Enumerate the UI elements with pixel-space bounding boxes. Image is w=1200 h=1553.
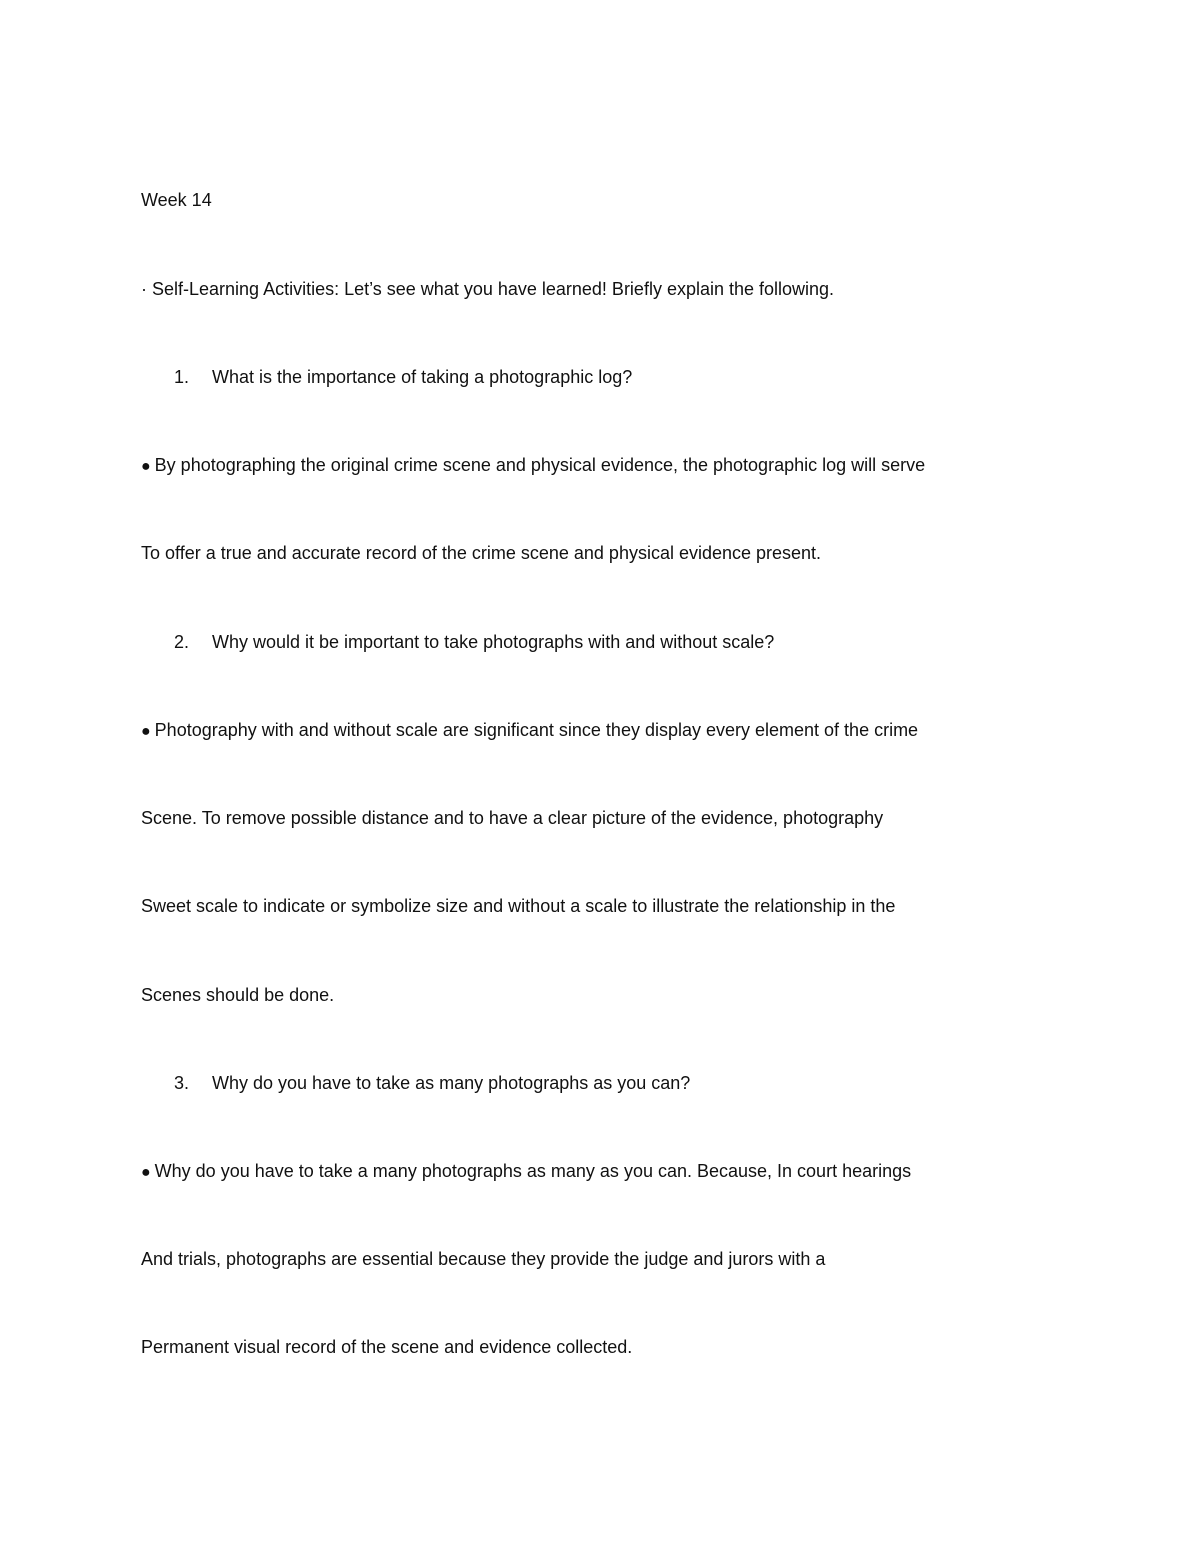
- bullet-icon: ●: [141, 1164, 151, 1181]
- answer-3-line-3: Permanent visual record of the scene and evidence collected.: [141, 1337, 633, 1357]
- answer-2-line-2: Scene. To remove possible distance and to have a clear picture of the evidence, photography: [141, 808, 884, 828]
- question-3-text: Why do you have to take as many photographs as you can?: [212, 1073, 691, 1093]
- answer-3-line-2: And trials, photographs are essential because they provide the judge and jurors with a: [141, 1249, 826, 1269]
- question-2-text: Why would it be important to take photographs with and without scale?: [212, 632, 775, 652]
- question-1-number: 1.: [174, 367, 190, 387]
- question-1-text: What is the importance of taking a photographic log?: [212, 367, 633, 387]
- answer-3-line-1-text: Why do you have to take a many photographs as many as you can. Because, In court hearings: [154, 1161, 912, 1181]
- answer-3-line-1: [141, 1159, 911, 1185]
- bullet-icon: ●: [141, 723, 151, 740]
- answer-1-line-1-text: By photographing the original crime scene and physical evidence, the photographic log will serve: [154, 455, 926, 475]
- question-2: [174, 630, 774, 654]
- bullet-icon: ●: [141, 458, 151, 475]
- question-2-number: 2.: [174, 632, 190, 652]
- question-3: [174, 1071, 690, 1095]
- page-heading: Week 14: [141, 190, 212, 210]
- answer-1-line-1: [141, 453, 925, 479]
- answer-2-line-1-text: Photography with and without scale are significant since they display every element of the crime: [154, 720, 919, 740]
- answer-2-line-4: Scenes should be done.: [141, 985, 335, 1005]
- answer-2-line-3: Sweet scale to indicate or symbolize size and without a scale to illustrate the relationship in the: [141, 896, 896, 916]
- question-3-number: 3.: [174, 1073, 190, 1093]
- answer-2-line-1: [141, 718, 918, 744]
- question-1: [174, 365, 632, 389]
- intro-instruction: · Self-Learning Activities: Let’s see what you have learned! Briefly explain the following.: [141, 279, 835, 299]
- answer-1-line-2: To offer a true and accurate record of the crime scene and physical evidence present.: [141, 543, 822, 563]
